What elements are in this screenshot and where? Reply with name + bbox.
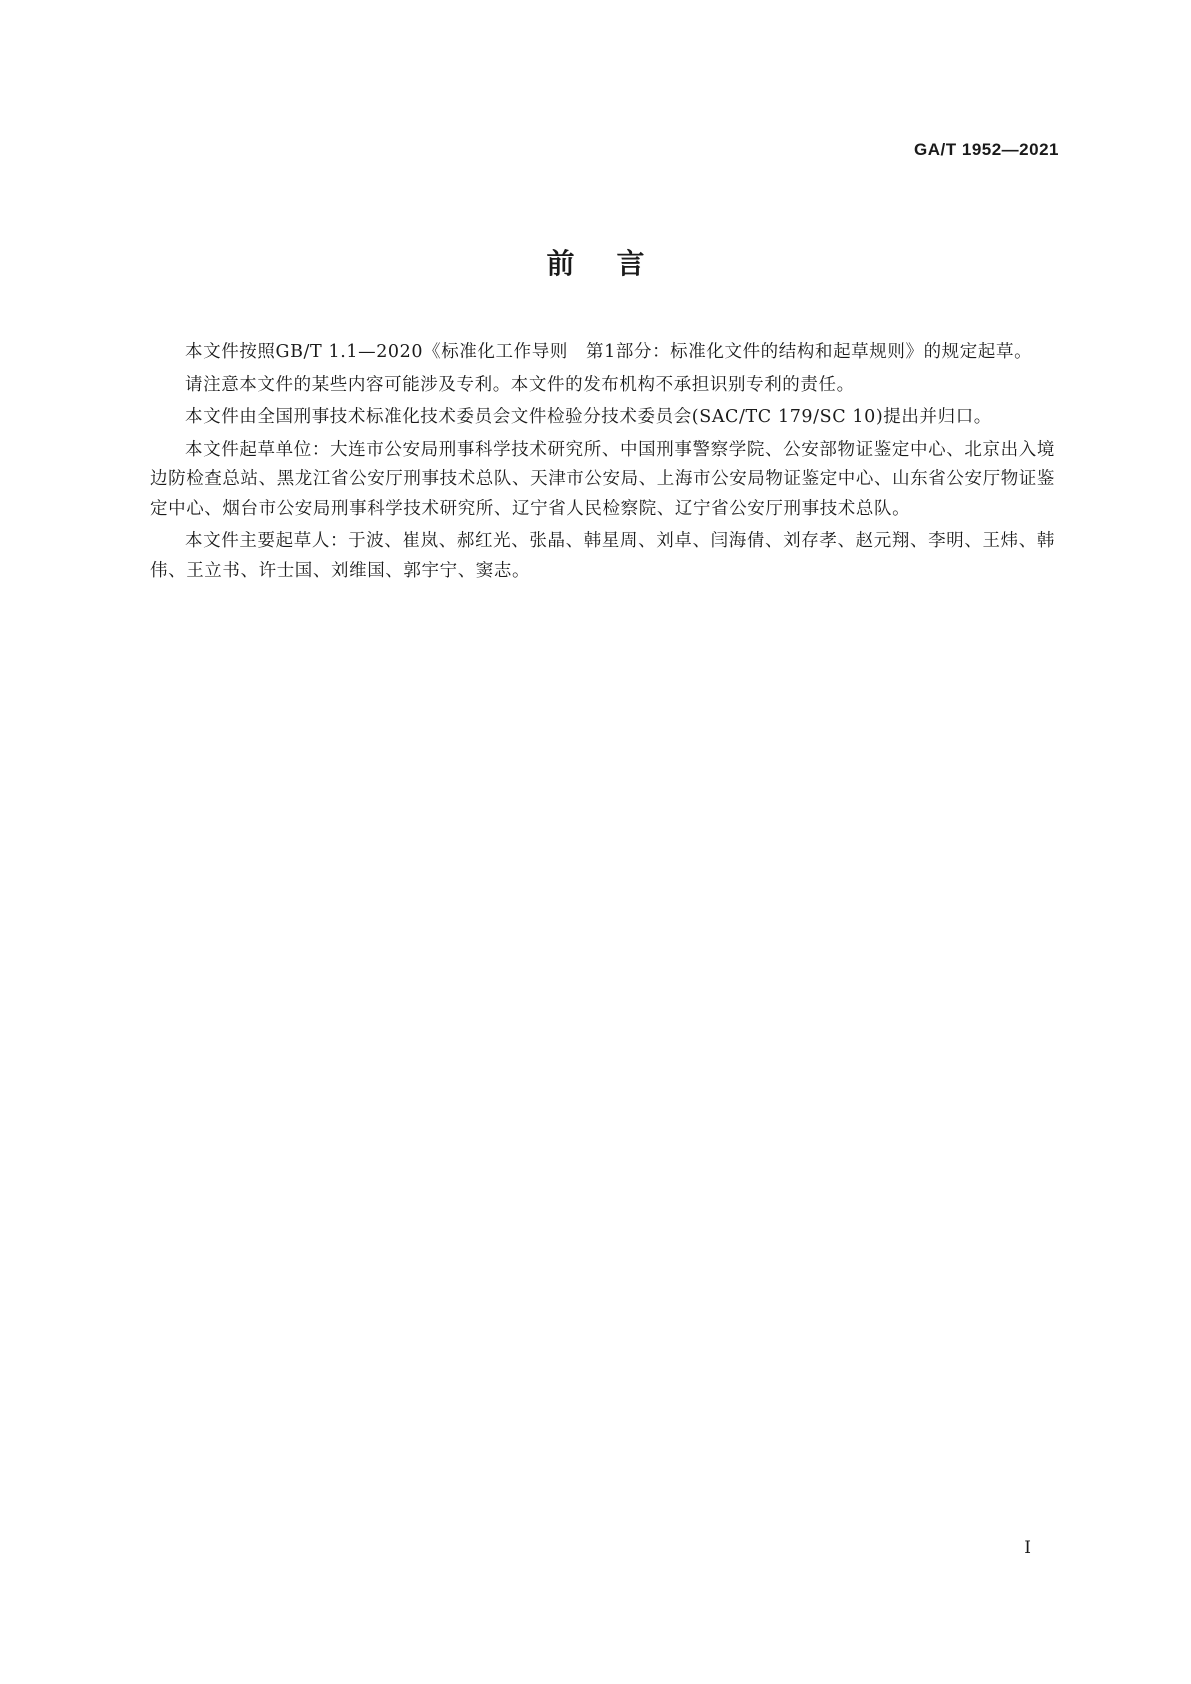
paragraph-drafting-rules: 本文件按照GB/T 1.1—2020《标准化工作导则 第1部分：标准化文件的结构和起草规则》的规定起草。 — [185, 342, 1033, 362]
page-number: I — [1024, 1538, 1031, 1558]
paragraph-drafting-units: 本文件起草单位：大连市公安局刑事科学技术研究所、中国刑事警察学院、公安部物证鉴定中心、北京出入境边防检查总站、黑龙江省公安厅刑事技术总队、天津市公安局、上海市公安局物证鉴定中心、山东省公安厅物证鉴定中心、烟台市公安局刑事科学技术研究所、辽宁省人民检察院、辽宁省公安厅刑事技术总队。 — [150, 439, 1055, 519]
page-title: 前言 — [546, 247, 687, 280]
standard-code: GA/T 1952—2021 — [914, 140, 1059, 159]
paragraph-main-drafters: 本文件主要起草人：于波、崔岚、郝红光、张晶、韩星周、刘卓、闫海倩、刘存孝、赵元翔、李明、王炜、韩伟、王立书、许士国、刘维国、郭宇宁、窦志。 — [150, 531, 1055, 581]
foreword-body — [150, 338, 1055, 589]
paragraph-proposed-by: 本文件由全国刑事技术标准化技术委员会文件检验分技术委员会(SAC/TC 179/SC 10)提出并归口。 — [185, 407, 992, 427]
paragraph-patent-notice: 请注意本文件的某些内容可能涉及专利。本文件的发布机构不承担识别专利的责任。 — [185, 374, 855, 395]
